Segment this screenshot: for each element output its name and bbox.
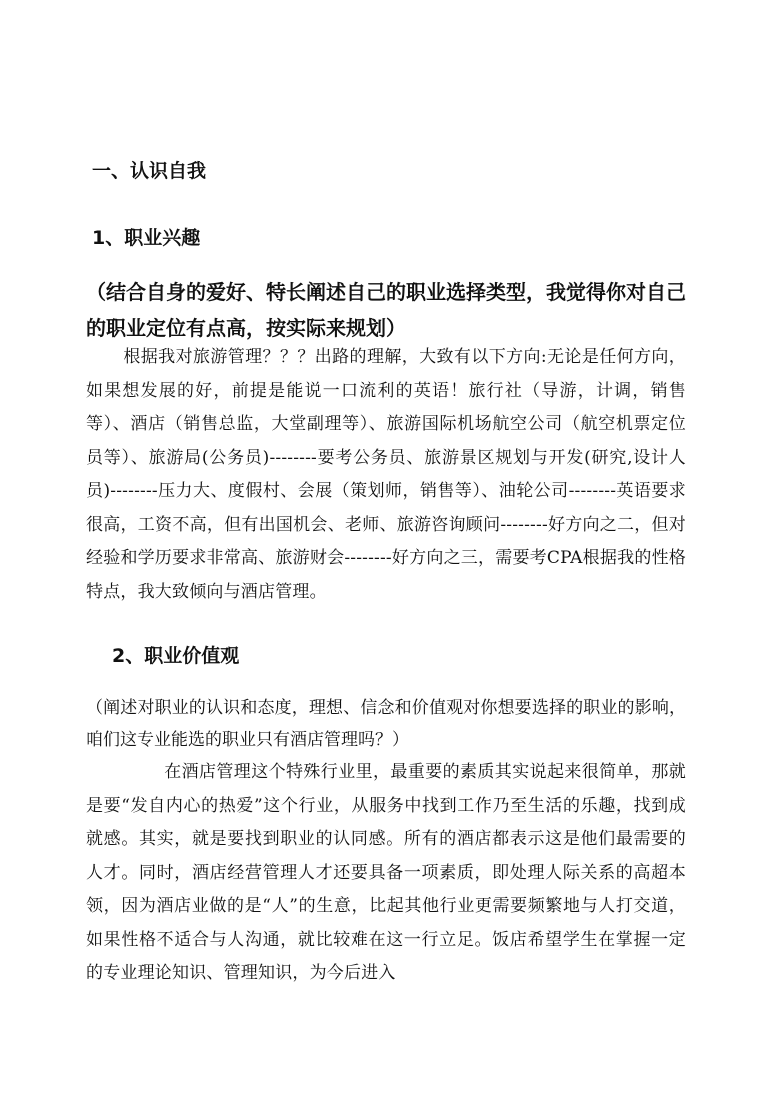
subsection-heading-career-values: 2、职业价值观	[112, 645, 240, 667]
reviewer-note-career-interest: （结合自身的爱好、特长阐述自己的职业选择类型，我觉得你对自己的职业定位有点高，按实际来规划）	[86, 280, 686, 340]
paragraph-career-interest: 根据我对旅游管理？？？出路的理解，大致有以下方向:无论是任何方向，如果想发展的好，前提是能说一口流利的英语！旅行社（导游，计调，销售等）、酒店（销售总监，大堂副理等）、旅游国际机场航空公司（航空机票定位员等）、旅游局(公务员)--------要考公务员、旅游景区规划与开发(研究,设计人员)--------压力大、度假村、会展（策划师，销售等）、油轮公司--------英语要求很高，工资不高，但有出国机会、老师、旅游咨询顾问--------好方向之二，但对经验和学历要求非常高、旅游财会--------好方向之三，需要考CPA根据我的性格特点，我大致倾向与酒店管理。	[86, 347, 686, 602]
section-heading-know-yourself: 一、认识自我	[92, 160, 207, 182]
subsection-heading-career-interest: 1、职业兴趣	[92, 227, 201, 249]
paragraph-career-values: 在酒店管理这个特殊行业里，最重要的素质其实说起来很简单，那就是要“发自内心的热爱”这个行业，从服务中找到工作乃至生活的乐趣，找到成就感。其实，就是要找到职业的认同感。所有的酒店都表示这是他们最需要的人才。同时，酒店经营管理人才还要具备一项素质，即处理人际关系的高超本领，因为酒店业做的是“人”的生意，比起其他行业更需要频繁地与人打交道，如果性格不适合与人沟通，就比较难在这一行立足。饭店希望学生在掌握一定的专业理论知识、管理知识，为今后进入	[86, 762, 686, 983]
reviewer-note-career-values: （阐述对职业的认识和态度，理想、信念和价值观对你想要选择的职业的影响，咱们这专业能选的职业只有酒店管理吗？）	[86, 698, 686, 750]
